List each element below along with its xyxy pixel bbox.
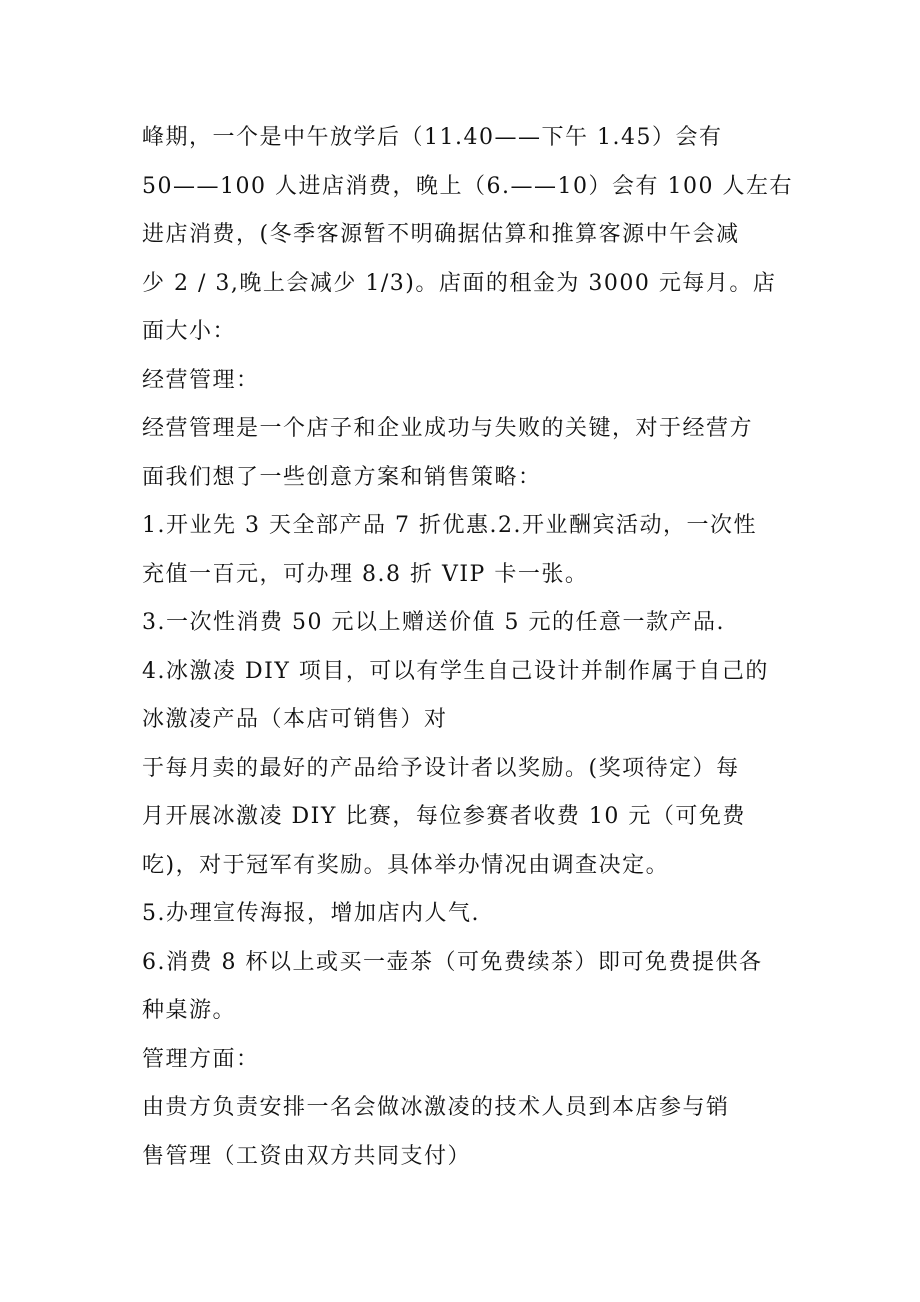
text-line: 月开展冰激凌 DIY 比赛，每位参赛者收费 10 元（可免费	[142, 804, 746, 829]
text-line: 峰期，一个是中午放学后（11.40——下午 1.45）会有	[142, 125, 723, 150]
list-item: 3.一次性消费 50 元以上赠送价值 5 元的任意一款产品.	[142, 610, 725, 635]
list-item: 4.冰激凌 DIY 项目，可以有学生自己设计并制作属于自己的	[142, 658, 769, 684]
text-line: 50——100 人进店消费，晚上（6.——10）会有 100 人左右	[142, 173, 793, 199]
document-body	[142, 118, 792, 1185]
section-heading: 经营管理：	[142, 367, 260, 393]
text-line: 面大小：	[142, 319, 237, 344]
text-line: 种桌游。	[142, 998, 237, 1023]
text-line: 售管理（工资由双方共同支付）	[142, 1143, 472, 1169]
text-line: 冰激凌产品（本店可销售）对	[142, 707, 448, 732]
text-line: 经营管理是一个店子和企业成功与失败的关键，对于经营方	[142, 416, 754, 441]
text-line: 于每月卖的最好的产品给予设计者以奖励。(奖项待定）每	[142, 755, 740, 781]
text-line: 进店消费，(冬季客源暂不明确据估算和推算客源中午会减	[142, 222, 740, 247]
list-item: 1.开业先 3 天全部产品 7 折优惠.2.开业酬宾活动，一次性	[142, 513, 757, 538]
text-line: 充值一百元，可办理 8.8 折 VIP 卡一张。	[142, 561, 589, 587]
list-item: 6.消费 8 杯以上或买一壶茶（可免费续茶）即可免费提供各	[142, 949, 763, 975]
text-line: 面我们想了一些创意方案和销售策略：	[142, 464, 542, 490]
section-heading: 管理方面：	[142, 1046, 260, 1072]
text-line: 吃)，对于冠军有奖励。具体举办情况由调查决定。	[142, 852, 670, 878]
text-line: 少 2 / 3,晚上会减少 1/3)。店面的租金为 3000 元每月。店	[142, 270, 777, 296]
text-line: 由贵方负责安排一名会做冰激凌的技术人员到本店参与销	[142, 1095, 730, 1120]
list-item: 5.办理宣传海报，增加店内人气.	[142, 901, 480, 926]
